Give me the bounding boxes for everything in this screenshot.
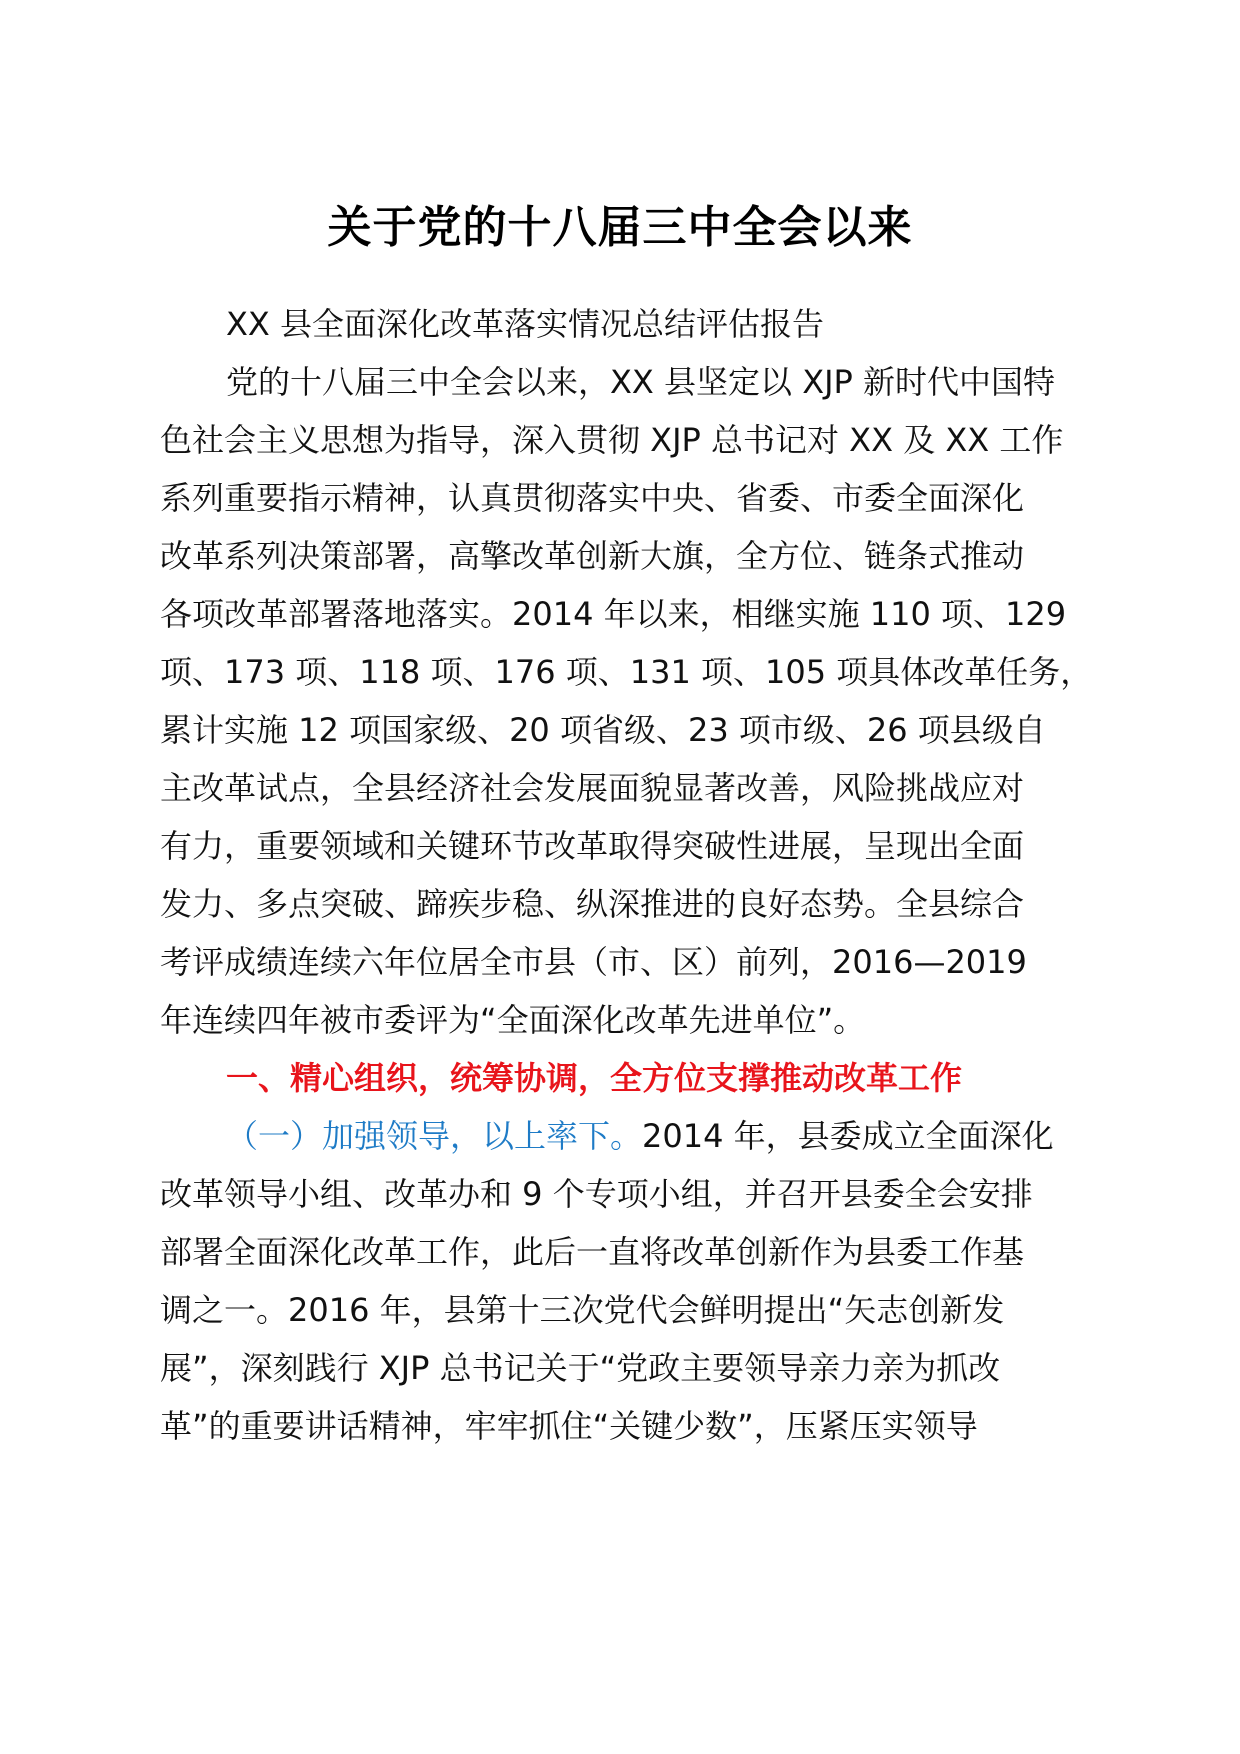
section-heading: 一、精心组织，统筹协调，全方位支撑推动改革工作 bbox=[226, 1059, 963, 1097]
section-line: 调之一。2016 年，县第十三次党代会鲜明提出“矢志创新发 bbox=[160, 1291, 1005, 1329]
intro-line: 发力、多点突破、蹄疾步稳、纵深推进的良好态势。全县综合 bbox=[160, 885, 1025, 923]
intro-line: 主改革试点，全县经济社会发展面貌显著改善，风险挑战应对 bbox=[160, 769, 1025, 807]
document-title: 关于党的十八届三中全会以来 bbox=[327, 202, 913, 253]
intro-line: 党的十八届三中全会以来，XX 县坚定以 XJP 新时代中国特 bbox=[226, 363, 1056, 401]
section-line: 改革领导小组、改革办和 9 个专项小组，并召开县委全会安排 bbox=[160, 1175, 1033, 1213]
section-line: 革”的重要讲话精神，牢牢抓住“关键少数”，压紧压实领导 bbox=[160, 1407, 978, 1445]
intro-line: 考评成绩连续六年位居全市县（市、区）前列，2016—2019 bbox=[160, 943, 1027, 981]
intro-line: 色社会主义思想为指导，深入贯彻 XJP 总书记对 XX 及 XX 工作 bbox=[160, 421, 1064, 459]
section-first-line bbox=[226, 1114, 1054, 1158]
intro-line: 项、173 项、118 项、176 项、131 项、105 项具体改革任务， bbox=[160, 653, 1093, 691]
intro-line: 改革系列决策部署，高擎改革创新大旗，全方位、链条式推动 bbox=[160, 537, 1025, 575]
section-line: 部署全面深化改革工作，此后一直将改革创新作为县委工作基 bbox=[160, 1233, 1025, 1271]
intro-line: 累计实施 12 项国家级、20 项省级、23 项市级、26 项县级自 bbox=[160, 711, 1046, 749]
intro-line: 有力，重要领域和关键环节改革取得突破性进展，呈现出全面 bbox=[160, 827, 1025, 865]
intro-line: 系列重要指示精神，认真贯彻落实中央、省委、市委全面深化 bbox=[160, 479, 1025, 517]
subsection-label: （一）加强领导，以上率下。 bbox=[226, 1117, 643, 1155]
document-subtitle: XX 县全面深化改革落实情况总结评估报告 bbox=[226, 305, 825, 343]
intro-line: 各项改革部署落地落实。2014 年以来，相继实施 110 项、129 bbox=[160, 595, 1067, 633]
section-line: 展”，深刻践行 XJP 总书记关于“党政主要领导亲力亲为抓改 bbox=[160, 1349, 1001, 1387]
section-line-text: 2014 年，县委成立全面深化 bbox=[642, 1117, 1054, 1155]
intro-line: 年连续四年被市委评为“全面深化改革先进单位”。 bbox=[160, 1001, 866, 1039]
